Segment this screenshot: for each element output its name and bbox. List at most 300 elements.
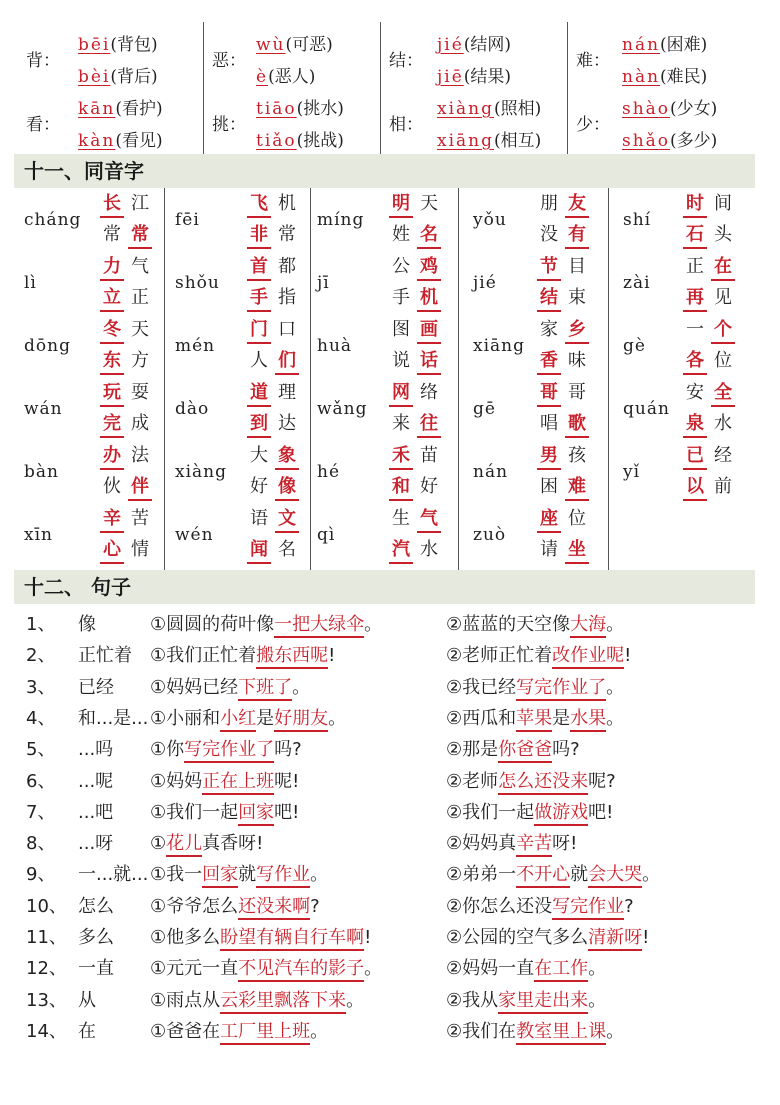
sentence-text: 。 <box>310 864 329 886</box>
sentence-pattern: 在 <box>78 1020 96 1042</box>
example-sentence-2 <box>446 1017 624 1043</box>
highlighted-phrase: 在工作 <box>534 958 588 982</box>
homophone-pinyin: nán <box>473 462 509 482</box>
highlighted-phrase: 苹果 <box>516 708 552 732</box>
pinyin: jiē <box>437 67 464 87</box>
sentence-pattern: ...吗 <box>78 739 114 761</box>
homophone-char: 机 <box>278 193 296 214</box>
example-word: (多少) <box>670 131 718 151</box>
polyphone-reading <box>437 30 511 55</box>
sentence-text: 吧! <box>588 801 614 823</box>
sentence-number: 13、 <box>26 989 67 1011</box>
sentence-text: ① <box>150 833 167 855</box>
homophone-char: 头 <box>714 224 732 245</box>
sentence-text: 。 <box>364 958 383 980</box>
example-word: (恶人) <box>268 67 316 87</box>
sentence-number: 8、 <box>26 833 56 855</box>
sentence-text: ①我们正忙着 <box>150 645 257 667</box>
polyphone-char: 少： <box>576 115 610 135</box>
sentence-text: ①我们一起 <box>150 801 239 823</box>
sentence-number: 3、 <box>26 676 56 698</box>
homophone-pinyin: yǐ <box>623 462 641 482</box>
pinyin: tiāo <box>256 99 297 119</box>
sentence-text: ? <box>310 895 320 917</box>
homophone-char: 安 <box>686 382 704 403</box>
homophone-target-char: 已 <box>683 444 707 470</box>
homophone-char: 成 <box>131 413 149 434</box>
homophone-target-char: 座 <box>537 507 561 533</box>
sentence-row <box>26 704 766 734</box>
highlighted-phrase: 家里走出来 <box>498 990 588 1014</box>
sentence-text: ①妈妈已经 <box>150 676 239 698</box>
sentence-row <box>26 610 766 640</box>
homophone-target-char: 长 <box>100 192 124 218</box>
example-sentence-1 <box>150 860 328 886</box>
homophone-target-char: 象 <box>275 444 299 470</box>
sentence-text: 就 <box>570 864 589 886</box>
homophone-target-char: 辛 <box>100 507 124 533</box>
sentence-row <box>26 986 766 1016</box>
highlighted-phrase: 怎么还没来 <box>498 771 588 795</box>
polyphone-reading <box>256 62 315 87</box>
polyphone-char: 难： <box>576 51 610 71</box>
homophone-char: 指 <box>278 287 296 308</box>
sentence-text: 。 <box>588 958 607 980</box>
sentence-text: 。 <box>606 676 625 698</box>
example-sentence-2 <box>446 860 660 886</box>
polyphone-reading <box>256 94 344 119</box>
homophone-char: 困 <box>540 476 558 497</box>
homophone-char: 伙 <box>103 476 121 497</box>
polyphone-char: 相： <box>389 115 423 135</box>
homophone-target-char: 石 <box>683 223 707 249</box>
homophone-target-char: 全 <box>711 381 735 407</box>
sentence-pattern: 从 <box>78 989 96 1011</box>
homophone-char: 公 <box>392 256 410 277</box>
sentence-row <box>26 923 766 953</box>
example-sentence-2 <box>446 610 624 636</box>
example-sentence-2 <box>446 704 624 730</box>
pinyin: nán <box>622 35 661 55</box>
polyphone-reading <box>622 30 707 55</box>
sentence-pattern: 像 <box>78 614 96 635</box>
homophone-target-char: 再 <box>683 286 707 312</box>
sentence-text: 呢? <box>588 770 616 792</box>
example-word: (相互) <box>494 131 542 151</box>
polyphone-reading <box>437 94 541 119</box>
homophone-char: 苗 <box>420 445 438 466</box>
pinyin: jié <box>437 35 464 55</box>
homophone-pinyin: gē <box>473 399 496 419</box>
highlighted-phrase: 大海 <box>570 614 606 638</box>
highlighted-phrase: 下班了 <box>238 677 292 701</box>
homophone-char: 常 <box>103 224 121 245</box>
example-sentence-1 <box>150 954 382 980</box>
sentence-text: ①他多么 <box>150 927 221 948</box>
highlighted-phrase: 写完作业了 <box>184 739 274 763</box>
homophone-target-char: 门 <box>247 318 271 344</box>
homophone-target-char: 以 <box>683 475 707 501</box>
sentence-text: 。 <box>642 864 661 886</box>
homophone-char: 哥 <box>568 382 586 403</box>
polyphone-column <box>381 22 568 154</box>
pinyin: bēi <box>78 35 111 55</box>
homophone-pinyin: shǒu <box>175 273 220 293</box>
homophone-char: 常 <box>278 224 296 245</box>
homophone-pinyin: wén <box>175 525 214 545</box>
polyphone-reading <box>622 62 707 87</box>
sentence-text: ①元元一直 <box>150 958 239 980</box>
highlighted-phrase: 好朋友 <box>274 708 328 732</box>
example-sentence-2 <box>446 735 580 761</box>
example-sentence-2 <box>446 767 616 793</box>
highlighted-phrase: 不见汽车的影子 <box>238 958 364 982</box>
homophone-char: 家 <box>540 319 558 340</box>
sentence-pattern: 正忙着 <box>78 645 132 667</box>
homophone-column <box>165 188 311 570</box>
highlighted-phrase: 清新呀 <box>588 927 642 951</box>
sentence-text: ! <box>642 927 650 948</box>
homophone-target-char: 名 <box>417 223 441 249</box>
homophone-char: 没 <box>540 224 558 245</box>
homophone-target-char: 东 <box>100 349 124 375</box>
polyphone-reading <box>256 30 333 55</box>
highlighted-phrase: 花儿 <box>166 833 202 857</box>
homophone-target-char: 机 <box>417 286 441 312</box>
homophone-target-char: 男 <box>537 444 561 470</box>
sentence-text: ②蓝蓝的天空像 <box>446 614 571 635</box>
sentence-text: 就 <box>238 864 257 886</box>
homophone-char: 天 <box>131 319 149 340</box>
homophone-char: 一 <box>686 319 704 340</box>
example-word: (难民) <box>660 67 708 87</box>
section-heading-homophones: 十一、同音字 <box>14 154 755 188</box>
sentence-row <box>26 767 766 797</box>
pinyin: wù <box>256 35 286 55</box>
homophone-char: 络 <box>420 382 438 403</box>
sentence-text: ②妈妈真 <box>446 833 517 855</box>
homophone-char: 人 <box>250 350 268 371</box>
polyphone-reading <box>437 126 541 151</box>
homophone-target-char: 泉 <box>683 412 707 438</box>
homophone-pinyin: jié <box>473 273 497 293</box>
homophone-target-char: 完 <box>100 412 124 438</box>
example-sentence-1 <box>150 704 346 730</box>
sentence-text: 。 <box>310 1020 329 1042</box>
sentence-number: 7、 <box>26 801 56 823</box>
homophone-pinyin: cháng <box>24 210 82 230</box>
example-sentence-1 <box>150 798 299 824</box>
homophone-pinyin: xiàng <box>175 462 227 482</box>
homophone-pinyin: hé <box>317 462 341 482</box>
sentence-text: ②公园的空气多么 <box>446 927 589 948</box>
sentence-pattern: 一直 <box>78 958 114 980</box>
sentence-text: 是 <box>552 707 571 729</box>
sentence-pattern: 一...就... <box>78 864 149 886</box>
highlighted-phrase: 教室里上课 <box>516 1021 606 1045</box>
sentence-number: 11、 <box>26 927 67 948</box>
homophone-target-char: 坐 <box>565 538 589 564</box>
sentence-text: ②老师正忙着 <box>446 645 553 667</box>
homophone-char: 水 <box>714 413 732 434</box>
polyphone-reading <box>78 126 163 151</box>
homophone-target-char: 像 <box>275 475 299 501</box>
sentence-text: ②我已经 <box>446 676 517 698</box>
homophone-table <box>14 188 755 570</box>
homophone-pinyin: mén <box>175 336 216 356</box>
homophone-target-char: 友 <box>565 192 589 218</box>
highlighted-phrase: 回家 <box>238 802 274 826</box>
homophone-char: 前 <box>714 476 732 497</box>
homophone-column <box>14 188 165 570</box>
sentence-number: 14、 <box>26 1020 67 1042</box>
homophone-char: 味 <box>568 350 586 371</box>
homophone-char: 来 <box>392 413 410 434</box>
homophone-target-char: 各 <box>683 349 707 375</box>
highlighted-phrase: 辛苦 <box>516 833 552 857</box>
homophone-char: 方 <box>131 350 149 371</box>
sentence-row <box>26 735 766 765</box>
example-word: (结果) <box>463 67 512 87</box>
sentence-text: 吧! <box>274 801 300 823</box>
homophone-target-char: 力 <box>100 255 124 281</box>
pinyin: xiàng <box>437 99 494 119</box>
homophone-char: 说 <box>392 350 410 371</box>
homophone-char: 束 <box>568 287 586 308</box>
homophone-target-char: 明 <box>389 192 413 218</box>
homophone-target-char: 有 <box>565 223 589 249</box>
homophone-target-char: 玩 <box>100 381 124 407</box>
homophone-pinyin: yǒu <box>473 210 507 230</box>
example-sentence-1 <box>150 923 371 949</box>
sentence-row <box>26 673 766 703</box>
homophone-target-char: 心 <box>100 538 124 564</box>
homophone-pinyin: fēi <box>175 210 200 230</box>
homophone-pinyin: zài <box>623 273 651 293</box>
sentence-pattern: ...呀 <box>78 833 114 855</box>
homophone-char: 位 <box>714 350 732 371</box>
sentence-text: ②我从 <box>446 989 499 1011</box>
example-sentence-1 <box>150 641 335 667</box>
homophone-char: 情 <box>131 539 149 560</box>
homophone-char: 好 <box>250 476 268 497</box>
homophone-target-char: 办 <box>100 444 124 470</box>
homophone-char: 经 <box>714 445 732 466</box>
homophone-char: 口 <box>278 319 296 340</box>
homophone-target-char: 话 <box>417 349 441 375</box>
example-sentence-1 <box>150 735 302 761</box>
section-heading-sentences: 十二、 句子 <box>14 570 755 604</box>
example-sentence-2 <box>446 892 634 918</box>
highlighted-phrase: 你爸爸 <box>498 739 552 763</box>
highlighted-phrase: 会大哭 <box>588 864 642 888</box>
sentence-text: ②我们在 <box>446 1020 517 1042</box>
highlighted-phrase: 工厂里上班 <box>220 1021 310 1045</box>
sentence-number: 10、 <box>26 895 67 917</box>
sentence-text: ? <box>624 895 634 917</box>
homophone-pinyin: dōng <box>24 336 71 356</box>
highlighted-phrase: 盼望有辆自行车啊 <box>220 927 364 951</box>
example-word: (挑战) <box>296 131 344 151</box>
homophone-target-char: 和 <box>389 475 413 501</box>
homophone-target-char: 节 <box>537 255 561 281</box>
sentence-text: ! <box>328 645 336 667</box>
sentence-row <box>26 954 766 984</box>
example-word: (背后) <box>110 67 158 87</box>
sentence-pattern: 已经 <box>78 676 114 698</box>
homophone-pinyin: wǎng <box>317 399 368 419</box>
homophone-target-char: 歌 <box>565 412 589 438</box>
homophone-char: 水 <box>420 539 438 560</box>
homophone-char: 朋 <box>540 193 558 214</box>
homophone-char: 姓 <box>392 224 410 245</box>
homophone-pinyin: xīn <box>24 525 53 545</box>
pinyin: kàn <box>78 131 116 151</box>
sentence-number: 2、 <box>26 645 56 667</box>
homophone-char: 法 <box>131 445 149 466</box>
homophone-column <box>459 188 609 570</box>
example-sentence-1 <box>150 610 382 636</box>
sentence-text: 呀! <box>552 833 578 855</box>
homophone-char: 目 <box>568 256 586 277</box>
homophone-target-char: 乡 <box>565 318 589 344</box>
sentence-row <box>26 641 766 671</box>
sentence-text: 吗? <box>274 739 302 761</box>
example-word: (看护) <box>115 99 163 119</box>
sentence-text: 。 <box>292 676 311 698</box>
sentence-number: 1、 <box>26 614 56 635</box>
homophone-target-char: 结 <box>537 286 561 312</box>
example-sentence-2 <box>446 798 613 824</box>
homophone-char: 手 <box>392 287 410 308</box>
pinyin: shào <box>622 99 671 119</box>
highlighted-phrase: 写完作业了 <box>516 677 606 701</box>
homophone-target-char: 在 <box>711 255 735 281</box>
highlighted-phrase: 改作业呢 <box>552 645 624 669</box>
pinyin: è <box>256 67 269 87</box>
sentence-pattern: ...呢 <box>78 770 114 792</box>
homophone-char: 间 <box>714 193 732 214</box>
highlighted-phrase: 写作业 <box>256 864 310 888</box>
sentence-text: ①我一 <box>150 864 203 886</box>
sentence-text: ①小丽和 <box>150 707 221 729</box>
homophone-target-char: 冬 <box>100 318 124 344</box>
homophone-target-char: 香 <box>537 349 561 375</box>
example-word: (少女) <box>670 99 718 119</box>
polyphone-char: 背： <box>26 51 60 71</box>
polyphone-reading <box>78 30 158 55</box>
homophone-target-char: 个 <box>711 318 735 344</box>
sentence-pattern: ...吧 <box>78 801 114 823</box>
sentence-text: ②那是 <box>446 739 499 761</box>
example-word: (背包) <box>110 35 158 55</box>
homophone-pinyin: dào <box>175 399 210 419</box>
sentence-text: 。 <box>588 989 607 1011</box>
homophone-pinyin: xiāng <box>473 336 525 356</box>
example-sentence-1 <box>150 829 263 855</box>
example-word: (可恶) <box>285 35 333 55</box>
homophone-pinyin: huà <box>317 336 353 356</box>
highlighted-phrase: 水果 <box>570 708 606 732</box>
sentence-row <box>26 860 766 890</box>
polyphone-reading <box>437 62 511 87</box>
sentence-number: 5、 <box>26 739 56 761</box>
pinyin: bèi <box>78 67 111 87</box>
homophone-target-char: 时 <box>683 192 707 218</box>
homophone-column <box>609 188 755 570</box>
example-sentence-2 <box>446 923 649 949</box>
homophone-pinyin: gè <box>623 336 646 356</box>
example-sentence-1 <box>150 892 320 918</box>
highlighted-phrase: 还没来啊 <box>238 896 310 920</box>
sentence-number: 9、 <box>26 864 56 886</box>
homophone-target-char: 非 <box>247 223 271 249</box>
sentence-text: 吗? <box>552 739 580 761</box>
example-sentence-1 <box>150 1017 328 1043</box>
homophone-char: 孩 <box>568 445 586 466</box>
sentence-row <box>26 798 766 828</box>
polyphone-reading <box>622 126 717 151</box>
highlighted-phrase: 正在上班 <box>202 771 274 795</box>
pinyin: xiāng <box>437 131 494 151</box>
highlighted-phrase: 不开心 <box>516 864 570 888</box>
sentence-text: 是 <box>256 707 275 729</box>
polyphone-reading <box>78 94 163 119</box>
example-sentence-1 <box>150 673 310 699</box>
homophone-target-char: 往 <box>417 412 441 438</box>
pinyin: kān <box>78 99 116 119</box>
sentence-text: ②妈妈一直 <box>446 958 535 980</box>
sentence-text: ①雨点从 <box>150 989 221 1011</box>
homophone-target-char: 手 <box>247 286 271 312</box>
example-word: (困难) <box>660 35 708 55</box>
homophone-char: 耍 <box>131 382 149 403</box>
homophone-char: 唱 <box>540 413 558 434</box>
polyphone-reading <box>256 126 344 151</box>
homophone-target-char: 闻 <box>247 538 271 564</box>
pinyin: nàn <box>622 67 661 87</box>
sentence-text: ②老师 <box>446 770 499 792</box>
homophone-target-char: 哥 <box>537 381 561 407</box>
sentence-text: 。 <box>346 989 365 1011</box>
homophone-pinyin: quán <box>623 399 670 419</box>
homophone-pinyin: lì <box>24 273 37 293</box>
pinyin: shǎo <box>622 131 671 151</box>
sentence-number: 4、 <box>26 707 56 729</box>
homophone-target-char: 飞 <box>247 192 271 218</box>
highlighted-phrase: 搬东西呢 <box>256 645 328 669</box>
sentence-text: ! <box>364 927 372 948</box>
polyphone-char: 恶： <box>212 51 246 71</box>
sentence-row <box>26 829 766 859</box>
example-sentence-2 <box>446 641 631 667</box>
polyphone-column <box>568 22 754 154</box>
sentence-text: ①爸爸在 <box>150 1020 221 1042</box>
homophone-pinyin: jī <box>317 273 330 293</box>
polyphone-char: 结： <box>389 51 423 71</box>
sentence-text: 。 <box>606 614 625 635</box>
homophone-target-char: 难 <box>565 475 589 501</box>
sentence-text: ①圆圆的荷叶像 <box>150 614 275 635</box>
polyphone-char: 挑： <box>212 115 246 135</box>
homophone-char: 语 <box>250 508 268 529</box>
sentence-text: 。 <box>328 707 347 729</box>
sentence-pattern: 和...是... <box>78 707 149 729</box>
sentence-row <box>26 892 766 922</box>
sentence-number: 6、 <box>26 770 56 792</box>
sentence-text: 。 <box>606 1020 625 1042</box>
sentence-text: ! <box>624 645 632 667</box>
